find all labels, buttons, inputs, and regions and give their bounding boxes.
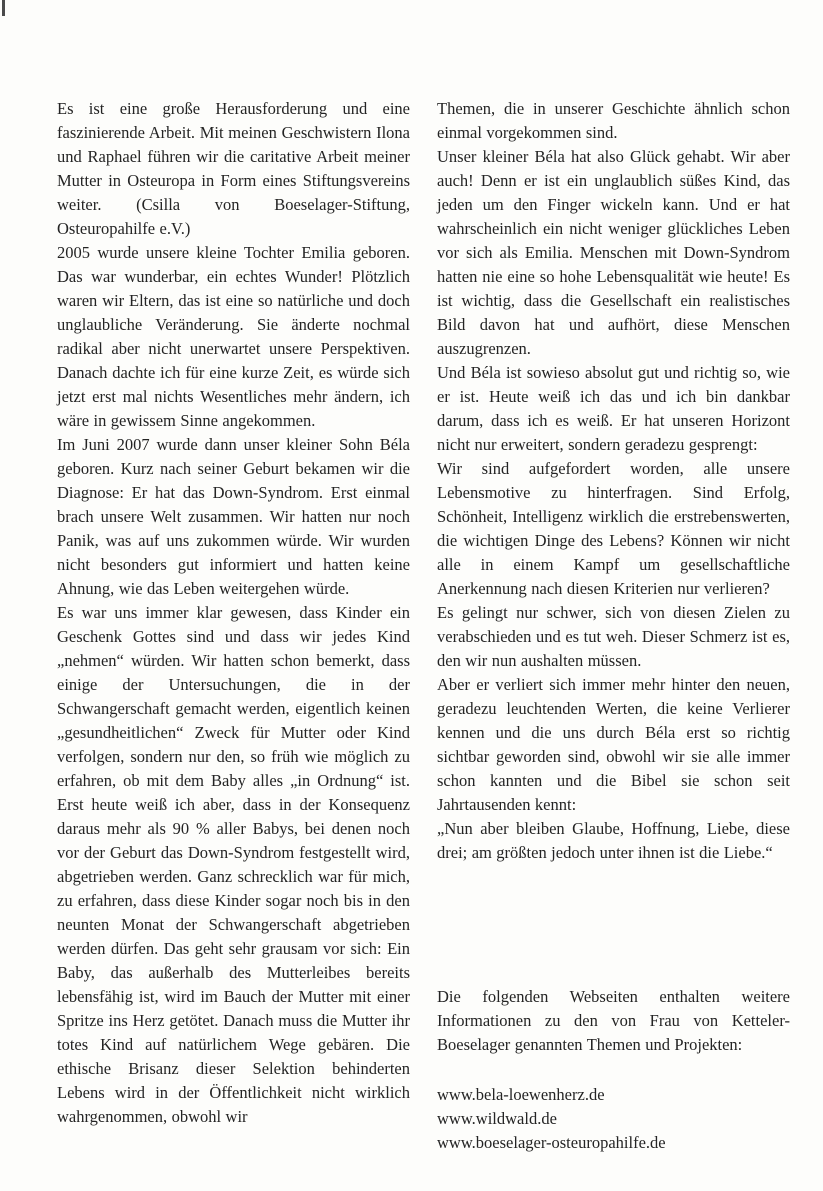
body-paragraph: Es gelingt nur schwer, sich von diesen Zielen zu verabschieden und es tut weh. Dieser Schmerz ist es, den wir nun aushalten müssen. xyxy=(437,603,790,670)
body-paragraph: 2005 wurde unsere kleine Tochter Emilia geboren. Das war wunderbar, ein echtes Wunder! Plötzlich waren wir Eltern, das ist eine so natürliche und doch unglaubliche Veränderung. Sie änderte nochmal radikal aber nicht unerwartet unsere Perspektiven. Danach dachte ich für eine kurze Zeit, es würde sich jetzt erst mal nichts Wesentliches mehr ändern, ich wäre in gewissem Sinne angekommen. xyxy=(57,243,410,430)
body-paragraph: Unser kleiner Béla hat also Glück gehabt. Wir aber auch! Denn er ist ein unglaublich süßes Kind, das jeden um den Finger wickeln kann. Und er hat wahrscheinlich ein nicht weniger glückliches Leben vor sich als Emilia. Menschen mit Down-Syndrom hatten nie eine so hohe Lebensqualität wie heute! Es ist wichtig, dass die Gesellschaft ein realistisches Bild davon hat und aufhört, diese Menschen auszugrenzen. xyxy=(437,147,790,358)
scan-artifact-mark xyxy=(2,0,5,16)
website-url: www.boeselager-osteuropahilfe.de xyxy=(437,1133,666,1152)
left-text-column xyxy=(57,97,410,1155)
body-paragraph: „Nun aber bleiben Glaube, Hoffnung, Liebe, diese drei; am größten jedoch unter ihnen ist die Liebe.“ xyxy=(437,819,790,862)
right-column-paragraphs xyxy=(437,97,790,865)
body-paragraph: Aber er verliert sich immer mehr hinter den neuen, geradezu leuchtenden Werten, die keine Verlierer kennen und die uns durch Béla erst so richtig sichtbar geworden sind, obwohl wir sie alle immer schon kannten und die Bibel sie schon seit Jahrtausenden kennt: xyxy=(437,675,790,814)
website-url: www.wildwald.de xyxy=(437,1109,557,1128)
body-paragraph: Es war uns immer klar gewesen, dass Kinder ein Geschenk Gottes sind und dass wir jedes Kind „nehmen“ würden. Wir hatten schon bemerkt, dass einige der Untersuchungen, die in der Schwangerschaft gemacht werden, eigentlich keinen „gesundheitlichen“ Zweck für Mutter oder Kind verfolgen, sondern nur den, so früh wie möglich zu erfahren, ob mit dem Baby alles „in Ordnung“ ist. Erst heute weiß ich aber, dass in der Konsequenz daraus mehr als 90 % aller Babys, bei denen noch vor der Geburt das Down-Syndrom festgestellt wird, abgetrieben werden. Ganz schrecklich war für mich, zu erfahren, dass diese Kinder sogar noch bis in den neunten Monat der Schwangerschaft abgetrieben werden dürfen. Das geht sehr grausam vor sich: Ein Baby, das außerhalb des Mutterleibes bereits lebensfähig ist, wird im Bauch der Mutter mit einer Spritze ins Herz getötet. Danach muss die Mutter ihr totes Kind auf natürlichem Wege gebären. Die ethische Brisanz dieser Selektion behinderten Lebens wird in der Öffentlichkeit nicht wirklich wahrgenommen, obwohl wir xyxy=(57,603,410,1126)
body-paragraph: Wir sind aufgefordert worden, alle unsere Lebensmotive zu hinterfragen. Sind Erfolg, Schönheit, Intelligenz wirklich die erstrebenswerten, die wichtigen Dinge des Lebens? Können wir nicht alle in einem Kampf um gesellschaftliche Anerkennung nach diesen Kriterien nur verlieren? xyxy=(437,459,790,598)
body-paragraph: Und Béla ist sowieso absolut gut und richtig so, wie er ist. Heute weiß ich das und ich bin dankbar darum, dass ich es weiß. Er hat unseren Horizont nicht nur erweitert, sondern geradezu gesprengt: xyxy=(437,363,790,454)
body-paragraph: Themen, die in unserer Geschichte ähnlich schon einmal vorgekommen sind. xyxy=(437,99,790,142)
text-columns xyxy=(57,97,790,1155)
body-paragraph: Im Juni 2007 wurde dann unser kleiner Sohn Béla geboren. Kurz nach seiner Geburt bekamen wir die Diagnose: Er hat das Down-Syndrom. Erst einmal brach unsere Welt zusammen. Wir hatten nur noch Panik, was auf uns zukommen würde. Wir wurden nicht besonders gut informiert und hatten keine Ahnung, wie das Leben weitergehen würde. xyxy=(57,435,410,598)
website-list xyxy=(437,1083,790,1155)
website-url: www.bela-loewenherz.de xyxy=(437,1085,605,1104)
right-text-column xyxy=(437,97,790,1155)
websites-intro-paragraph: Die folgenden Webseiten enthalten weitere Informationen zu den von Frau von Ketteler-Boeselager genannten Themen und Projekten: xyxy=(437,987,790,1054)
body-paragraph: Es ist eine große Herausforderung und eine faszinierende Arbeit. Mit meinen Geschwistern Ilona und Raphael führen wir die caritative Arbeit meiner Mutter in Osteuropa in Form eines Stiftungsvereins weiter. (Csilla von Boeselager-Stiftung, Osteuropahilfe e.V.) xyxy=(57,99,410,238)
